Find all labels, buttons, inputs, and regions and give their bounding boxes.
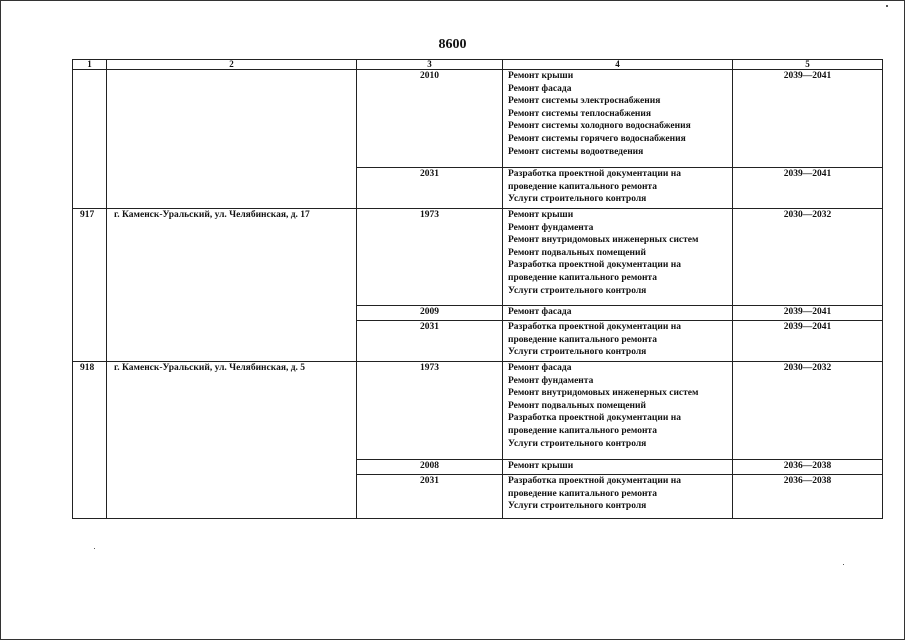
object-address: г. Каменск-Уральский, ул. Челябинская, д. 5 — [107, 362, 357, 519]
page-number: 8600 — [438, 37, 467, 52]
table-row — [73, 362, 883, 460]
commission-year: 2009 — [357, 306, 503, 321]
object-number — [73, 70, 107, 209]
work-item: Ремонт подвальных помещений — [508, 247, 646, 258]
header-col-2: 2 — [107, 60, 357, 70]
work-item: Услуги строительного контроля — [508, 438, 647, 449]
scan-speck — [94, 548, 95, 549]
work-item: Ремонт системы теплоснабжения — [508, 108, 652, 119]
work-item: проведение капитального ремонта — [508, 272, 657, 283]
planned-period: 2030—2032 — [733, 362, 883, 460]
planned-period: 2030—2032 — [733, 209, 883, 306]
header-col-1: 1 — [73, 60, 107, 70]
work-item: Ремонт системы горячего водоснабжения — [508, 133, 686, 144]
work-item: Разработка проектной документации на — [508, 413, 681, 424]
works-list — [503, 460, 733, 475]
work-item: Ремонт системы электроснабжения — [508, 96, 661, 107]
work-item: Разработка проектной документации на — [508, 260, 681, 271]
header-col-5: 5 — [733, 60, 883, 70]
object-number: 918 — [73, 362, 107, 519]
work-item: Услуги строительного контроля — [508, 501, 647, 512]
work-item: Ремонт фасада — [508, 83, 572, 94]
work-item: Разработка проектной документации на — [508, 476, 681, 486]
works-list — [503, 209, 733, 306]
header-row — [73, 60, 883, 70]
works-list — [503, 168, 733, 209]
planned-period: 2036—2038 — [733, 475, 883, 519]
work-item: Услуги строительного контроля — [508, 194, 647, 205]
work-item: Разработка проектной документации на — [508, 322, 681, 332]
planned-period: 2036—2038 — [733, 460, 883, 475]
work-item: Услуги строительного контроля — [508, 285, 647, 296]
work-item: Ремонт системы водоотведения — [508, 146, 644, 157]
planned-period: 2039—2041 — [733, 70, 883, 168]
work-item: Ремонт внутридомовых инженерных систем — [508, 388, 699, 399]
scan-speck — [843, 564, 844, 565]
work-item: Ремонт внутридомовых инженерных систем — [508, 235, 699, 246]
works-list — [503, 70, 733, 168]
table-row — [73, 70, 883, 168]
commission-year: 2031 — [357, 321, 503, 362]
work-item: Ремонт крыши — [508, 71, 574, 81]
register-table — [72, 59, 883, 519]
work-item: Ремонт фундамента — [508, 375, 594, 386]
commission-year: 2031 — [357, 168, 503, 209]
works-list — [503, 321, 733, 362]
commission-year: 2031 — [357, 475, 503, 519]
object-address — [107, 70, 357, 209]
table-row — [73, 209, 883, 306]
object-address: г. Каменск-Уральский, ул. Челябинская, д. 17 — [107, 209, 357, 362]
commission-year: 1973 — [357, 209, 503, 306]
work-item: Ремонт фасада — [508, 363, 572, 373]
object-number: 917 — [73, 209, 107, 362]
scan-speck — [886, 5, 888, 7]
header-col-4: 4 — [503, 60, 733, 70]
commission-year: 2010 — [357, 70, 503, 168]
planned-period: 2039—2041 — [733, 306, 883, 321]
work-item: Ремонт системы холодного водоснабжения — [508, 121, 691, 132]
planned-period: 2039—2041 — [733, 321, 883, 362]
work-item: Ремонт крыши — [508, 461, 574, 471]
works-list — [503, 362, 733, 460]
work-item: Ремонт подвальных помещений — [508, 400, 646, 411]
planned-period: 2039—2041 — [733, 168, 883, 209]
commission-year: 2008 — [357, 460, 503, 475]
work-item: проведение капитального ремонта — [508, 425, 657, 436]
work-item: Ремонт крыши — [508, 210, 574, 220]
works-list — [503, 306, 733, 321]
work-item: Услуги строительного контроля — [508, 347, 647, 358]
work-item: проведение капитального ремонта — [508, 334, 657, 345]
commission-year: 1973 — [357, 362, 503, 460]
work-item: Ремонт фасада — [508, 307, 572, 317]
work-item: Ремонт фундамента — [508, 222, 594, 233]
works-list — [503, 475, 733, 519]
work-item: проведение капитального ремонта — [508, 488, 657, 499]
work-item: проведение капитального ремонта — [508, 181, 657, 192]
header-col-3: 3 — [357, 60, 503, 70]
work-item: Разработка проектной документации на — [508, 169, 681, 179]
